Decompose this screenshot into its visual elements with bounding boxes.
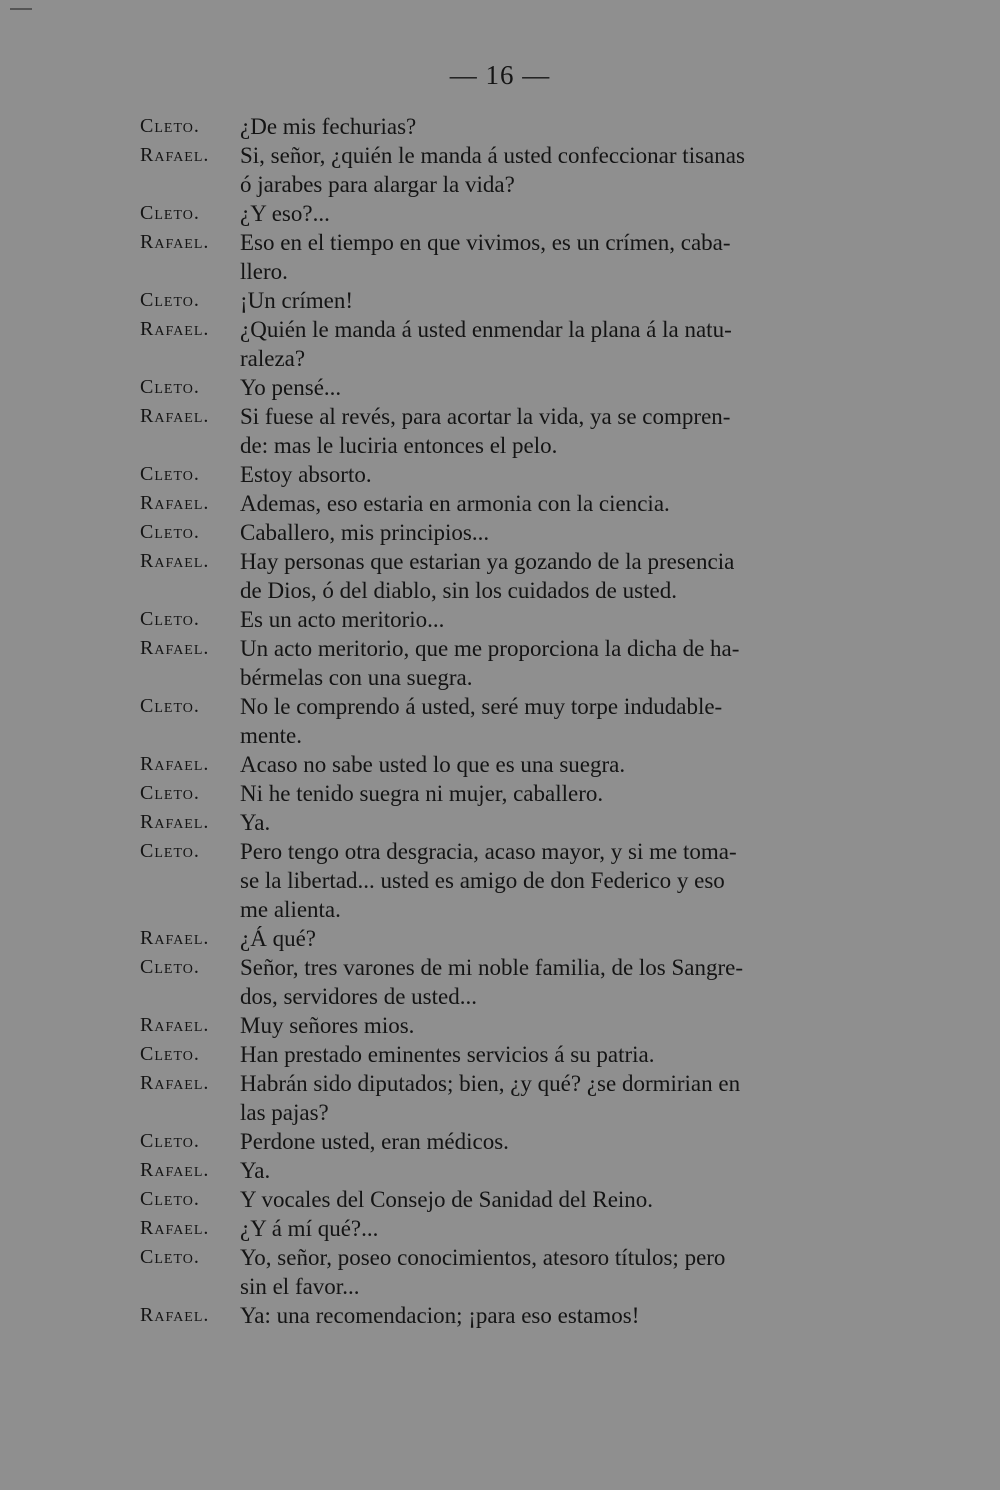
dialogue-line [140, 112, 850, 141]
dialogue-line [140, 1214, 850, 1243]
speaker-name: Cleto. [140, 202, 200, 224]
speech-text: Un acto meritorio, que me proporciona la dicha de ha- [240, 636, 740, 661]
dialogue-line [140, 605, 850, 634]
speech-text: Estoy absorto. [240, 462, 372, 487]
speaker-name: Cleto. [140, 1188, 200, 1210]
dialogue-line [140, 866, 850, 895]
speech-text: ¿De mis fechurias? [240, 114, 417, 139]
dialogue-line [140, 1011, 850, 1040]
dialogue-line [140, 779, 850, 808]
speaker-name: Cleto. [140, 521, 200, 543]
speaker-name: Rafael. [140, 927, 210, 949]
speech-text: ¿Á qué? [240, 926, 316, 951]
speaker-name: Cleto. [140, 782, 200, 804]
dialogue-line [140, 344, 850, 373]
dialogue-line [140, 228, 850, 257]
dialogue-line [140, 663, 850, 692]
speaker-name: Cleto. [140, 956, 200, 978]
dialogue-body [140, 112, 850, 1330]
speech-text: raleza? [240, 346, 306, 371]
dialogue-line [140, 808, 850, 837]
dialogue-line [140, 402, 850, 431]
dialogue-line [140, 1156, 850, 1185]
speaker-name: Rafael. [140, 405, 210, 427]
speech-text: Acaso no sabe usted lo que es una suegra. [240, 752, 626, 777]
dialogue-line [140, 692, 850, 721]
speaker-name: Cleto. [140, 1130, 200, 1152]
speech-text: llero. [240, 259, 288, 284]
speech-text: Ya. [240, 810, 271, 835]
speech-text: de Dios, ó del diablo, sin los cuidados de usted. [240, 578, 677, 603]
speech-text: Perdone usted, eran médicos. [240, 1129, 509, 1154]
speaker-name: Rafael. [140, 1072, 210, 1094]
speaker-name: Cleto. [140, 463, 200, 485]
speech-text: las pajas? [240, 1100, 329, 1125]
speech-text: ¿Y á mí qué?... [240, 1216, 379, 1241]
speech-text: de: mas le luciria entonces el pelo. [240, 433, 558, 458]
speaker-name: Cleto. [140, 608, 200, 630]
speech-text: se la libertad... usted es amigo de don Federico y eso [240, 868, 725, 893]
speech-text: Ademas, eso estaria en armonia con la ciencia. [240, 491, 670, 516]
dialogue-line [140, 750, 850, 779]
speaker-name: Rafael. [140, 318, 210, 340]
dialogue-line [140, 170, 850, 199]
dialogue-line [140, 373, 850, 402]
dialogue-line [140, 1185, 850, 1214]
speech-text: me alienta. [240, 897, 341, 922]
speaker-name: Rafael. [140, 1217, 210, 1239]
dialogue-line [140, 1098, 850, 1127]
speech-text: ó jarabes para alargar la vida? [240, 172, 515, 197]
dialogue-line [140, 895, 850, 924]
dialogue-line [140, 518, 850, 547]
speech-text: Ya. [240, 1158, 271, 1183]
speech-text: Pero tengo otra desgracia, acaso mayor, y si me toma- [240, 839, 737, 864]
speaker-name: Cleto. [140, 115, 200, 137]
dialogue-line [140, 1272, 850, 1301]
speaker-name: Rafael. [140, 144, 210, 166]
speech-text: ¿Y eso?... [240, 201, 330, 226]
dialogue-line [140, 924, 850, 953]
speaker-name: Rafael. [140, 753, 210, 775]
speaker-name: Rafael. [140, 492, 210, 514]
dialogue-line [140, 431, 850, 460]
scan-mark [10, 8, 32, 10]
speech-text: Ya: una recomendacion; ¡para eso estamos! [240, 1303, 640, 1328]
dialogue-line [140, 489, 850, 518]
dialogue-line [140, 547, 850, 576]
speech-text: Señor, tres varones de mi noble familia, de los Sangre- [240, 955, 744, 980]
speaker-name: Cleto. [140, 289, 200, 311]
speech-text: ¿Quién le manda á usted enmendar la plana á la natu- [240, 317, 732, 342]
speech-text: sin el favor... [240, 1274, 360, 1299]
speech-text: Si fuese al revés, para acortar la vida, ya se compren- [240, 404, 731, 429]
dialogue-line [140, 286, 850, 315]
page-number: — 16 — [449, 60, 551, 90]
speech-text: bérmelas con una suegra. [240, 665, 473, 690]
dialogue-line [140, 634, 850, 663]
speaker-name: Cleto. [140, 1043, 200, 1065]
speech-text: ¡Un crímen! [240, 288, 354, 313]
speaker-name: Cleto. [140, 695, 200, 717]
dialogue-line [140, 1127, 850, 1156]
speaker-name: Cleto. [140, 376, 200, 398]
speaker-name: Rafael. [140, 1304, 210, 1326]
dialogue-line [140, 1040, 850, 1069]
dialogue-line [140, 953, 850, 982]
speaker-name: Rafael. [140, 1159, 210, 1181]
speaker-name: Rafael. [140, 231, 210, 253]
speech-text: mente. [240, 723, 302, 748]
speech-text: Han prestado eminentes servicios á su patria. [240, 1042, 655, 1067]
speech-text: Si, señor, ¿quién le manda á usted confeccionar tisanas [240, 143, 745, 168]
dialogue-line [140, 982, 850, 1011]
speech-text: Yo, señor, poseo conocimientos, atesoro títulos; pero [240, 1245, 726, 1270]
speech-text: Habrán sido diputados; bien, ¿y qué? ¿se dormirian en [240, 1071, 741, 1096]
dialogue-line [140, 460, 850, 489]
speaker-name: Rafael. [140, 1014, 210, 1036]
speech-text: No le comprendo á usted, seré muy torpe indudable- [240, 694, 723, 719]
dialogue-line [140, 1301, 850, 1330]
speech-text: Yo pensé... [240, 375, 342, 400]
dialogue-line [140, 141, 850, 170]
dialogue-line [140, 721, 850, 750]
speech-text: Eso en el tiempo en que vivimos, es un crímen, caba- [240, 230, 731, 255]
speaker-name: Cleto. [140, 840, 200, 862]
speaker-name: Rafael. [140, 550, 210, 572]
dialogue-line [140, 199, 850, 228]
dialogue-line [140, 257, 850, 286]
speech-text: Caballero, mis principios... [240, 520, 490, 545]
speaker-name: Rafael. [140, 811, 210, 833]
dialogue-line [140, 576, 850, 605]
speaker-name: Rafael. [140, 637, 210, 659]
dialogue-line [140, 1243, 850, 1272]
dialogue-line [140, 837, 850, 866]
speech-text: Muy señores mios. [240, 1013, 415, 1038]
speech-text: Y vocales del Consejo de Sanidad del Reino. [240, 1187, 654, 1212]
dialogue-line [140, 315, 850, 344]
speech-text: Es un acto meritorio... [240, 607, 445, 632]
speech-text: Ni he tenido suegra ni mujer, caballero. [240, 781, 604, 806]
speaker-name: Cleto. [140, 1246, 200, 1268]
speech-text: dos, servidores de usted... [240, 984, 477, 1009]
speech-text: Hay personas que estarian ya gozando de la presencia [240, 549, 735, 574]
dialogue-line [140, 1069, 850, 1098]
